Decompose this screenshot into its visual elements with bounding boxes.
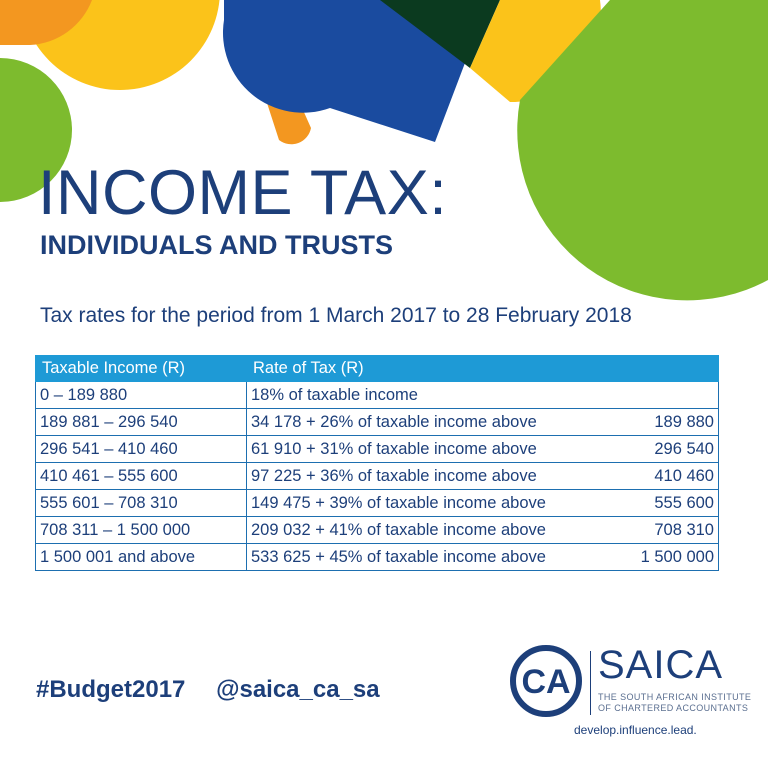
saica-logo [510,643,752,743]
tax-rates-table [35,355,719,571]
tax-period-text: Tax rates for the period from 1 March 2017 to 28 February 2018 [40,304,632,327]
income-bracket-cell: 189 881 – 296 540 [36,409,247,436]
rate-cell [247,517,719,544]
income-bracket-cell: 0 – 189 880 [36,382,247,409]
logo-descriptor-line-2: OF CHARTERED ACCOUNTANTS [598,703,749,713]
logo-mark-text: CA [521,663,571,701]
rate-cell [247,436,719,463]
threshold-value: 555 600 [654,493,714,512]
income-bracket-cell: 1 500 001 and above [36,544,247,571]
budget-hashtag-link[interactable]: #Budget2017 [36,676,186,703]
table-row [36,409,719,436]
logo-descriptor-line-1: THE SOUTH AFRICAN INSTITUTE [598,692,752,702]
logo-tagline: develop.influence.lead. [574,723,697,737]
table-row [36,382,719,409]
income-bracket-cell: 296 541 – 410 460 [36,436,247,463]
table-row [36,490,719,517]
threshold-value: 296 540 [654,439,714,458]
income-bracket-cell: 555 601 – 708 310 [36,490,247,517]
threshold-value: 708 310 [654,520,714,539]
rate-cell [247,382,719,409]
ca-logo-icon [510,645,582,717]
threshold-value: 410 460 [654,466,714,485]
social-tags [36,676,404,704]
table-row [36,544,719,571]
threshold-value: 189 880 [654,412,714,431]
rate-formula: 34 178 + 26% of taxable income above [251,412,537,431]
column-header-rate-of-tax: Rate of Tax (R) [247,356,719,382]
table-row [36,463,719,490]
logo-name: SAICA [598,643,724,687]
rate-formula: 209 032 + 41% of taxable income above [251,520,546,539]
rate-formula: 61 910 + 31% of taxable income above [251,439,537,458]
twitter-handle-link[interactable]: @saica_ca_sa [216,676,380,703]
income-bracket-cell: 410 461 – 555 600 [36,463,247,490]
table-row [36,436,719,463]
rate-cell [247,544,719,571]
rate-cell [247,463,719,490]
rate-cell [247,490,719,517]
rate-formula: 149 475 + 39% of taxable income above [251,493,546,512]
logo-divider [590,651,591,715]
page-subtitle: INDIVIDUALS AND TRUSTS [40,230,394,260]
table-header-row [36,356,719,382]
rate-formula: 97 225 + 36% of taxable income above [251,466,537,485]
column-header-taxable-income: Taxable Income (R) [36,356,247,382]
table-row [36,517,719,544]
rate-cell [247,409,719,436]
income-bracket-cell: 708 311 – 1 500 000 [36,517,247,544]
rate-formula: 533 625 + 45% of taxable income above [251,547,546,566]
threshold-value: 1 500 000 [640,547,714,566]
rate-formula: 18% of taxable income [251,385,418,404]
page-title: INCOME TAX: [38,158,448,228]
